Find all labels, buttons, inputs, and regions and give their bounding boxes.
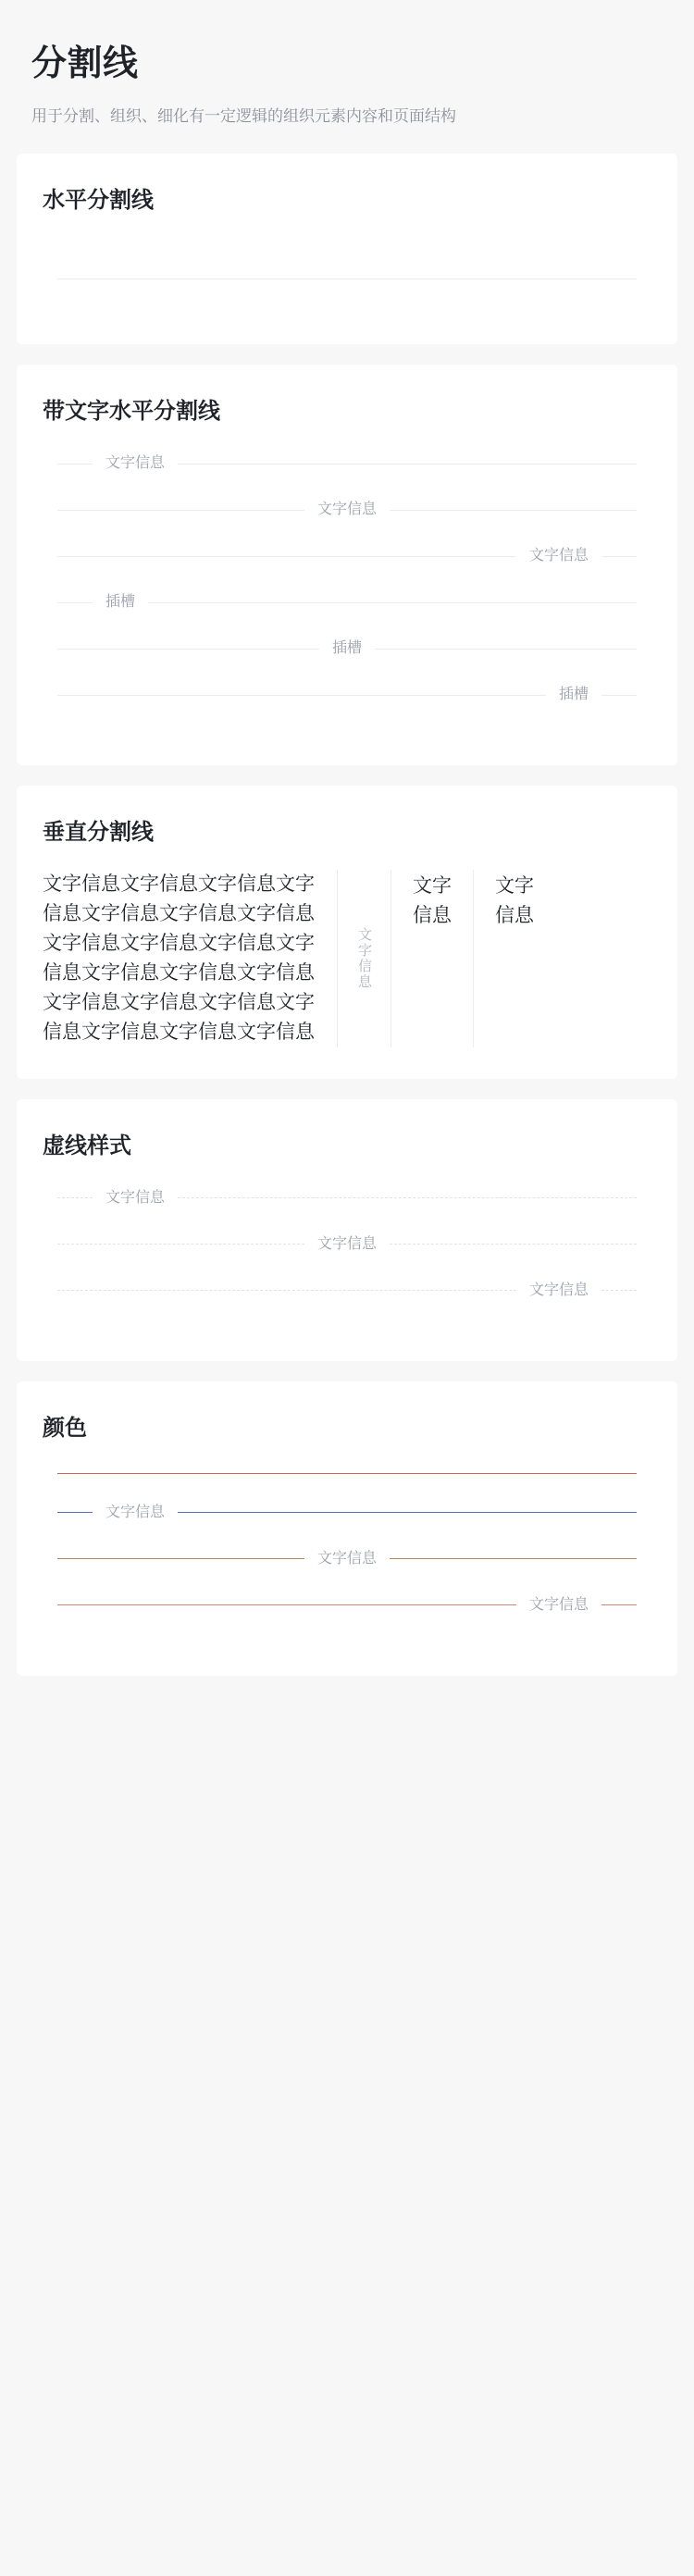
divider-line-left [57,1197,93,1198]
divider-line-right [601,556,637,557]
divider-line-left [57,1244,304,1245]
divider-label: 文字信息 [105,455,166,472]
section-title: 颜色 [43,1415,87,1441]
section-title: 垂直分割线 [43,820,154,846]
divider-with-slot [57,687,637,702]
divider-with-slot [57,641,637,656]
divider-with-text [57,549,637,564]
section-title: 水平分割线 [43,188,154,214]
divider-slot-label: 插槽 [332,640,363,657]
divider-line-right [178,1512,637,1513]
divider-label: 文字信息 [317,1550,378,1567]
vertical-paragraph: 文字信息文字信息文字信息文字信息文字信息文字信息文字信息文字信息文字信息文字信息文字信息文字信息文字信息文字信息文字信息文字信息文字信息文字信息文字信息文字信息文字信息 [43,873,315,1043]
vertical-divider-demo [43,870,651,1046]
section-title: 带文字水平分割线 [43,399,220,425]
divider-line-right [390,510,637,511]
page-description: 用于分割、组织、细化有一定逻辑的组织元素内容和页面结构 [31,106,456,125]
divider-line-left [57,1290,516,1291]
section-color-divider [17,1381,677,1676]
vertical-spacer [539,870,651,1046]
vertical-column-a: 文字信息 [413,875,452,927]
divider-with-text [57,456,637,471]
divider-with-slot [57,595,637,610]
divider-slot-label: 插槽 [105,594,136,611]
page-title: 分割线 [31,44,139,83]
divider-line-right [375,649,637,650]
divider-line-right [601,1604,637,1605]
divider-line-left [57,510,304,511]
divider-line-right [601,1290,637,1291]
divider-label: 文字信息 [317,1235,378,1252]
divider-label: 文字信息 [105,1189,166,1206]
divider-label: 文字信息 [528,1282,589,1298]
vertical-rule [390,870,391,1046]
color-divider-with-text [57,1598,637,1613]
vertical-column-b: 文字信息 [495,875,534,927]
section-horizontal-divider [17,154,677,344]
divider-line-right [390,1244,637,1245]
divider-line-left [57,1512,93,1513]
divider-slot-label: 插槽 [558,687,589,703]
divider-label: 文字信息 [317,502,378,518]
color-divider-with-text [57,1552,637,1567]
page-header [0,0,694,154]
divider-line-left [57,602,93,603]
color-divider-with-text [57,1505,637,1520]
dashed-divider-list [43,1191,651,1298]
divider-line-left [57,1604,516,1605]
divider-line-right [178,1197,637,1198]
section-horizontal-divider-with-text [17,365,677,765]
dashed-divider-with-text [57,1283,637,1298]
color-divider-plain [57,1473,637,1474]
divider-label: 文字信息 [105,1504,166,1520]
vertical-divider-label: 文字信息 [356,927,372,991]
divider-line-right [148,602,637,603]
color-divider-list [43,1473,651,1613]
divider-line-right [601,695,637,696]
divider-label: 文字信息 [528,1596,589,1613]
vertical-rule [337,870,338,1046]
dashed-divider-with-text [57,1191,637,1206]
divider-line-left [57,649,319,650]
dashed-divider-with-text [57,1237,637,1252]
horizontal-divider-demo [43,238,651,313]
section-dashed-divider [17,1099,677,1361]
section-vertical-divider [17,786,677,1078]
divider-with-text [57,502,637,517]
divider-line-left [57,1558,304,1559]
divider-line-left [57,695,546,696]
divider-label: 文字信息 [528,548,589,564]
divider-line-left [57,556,516,557]
section-title: 虚线样式 [43,1133,131,1158]
vertical-rule [473,870,474,1046]
divider-with-text-list [43,456,651,702]
divider-line-right [390,1558,637,1559]
